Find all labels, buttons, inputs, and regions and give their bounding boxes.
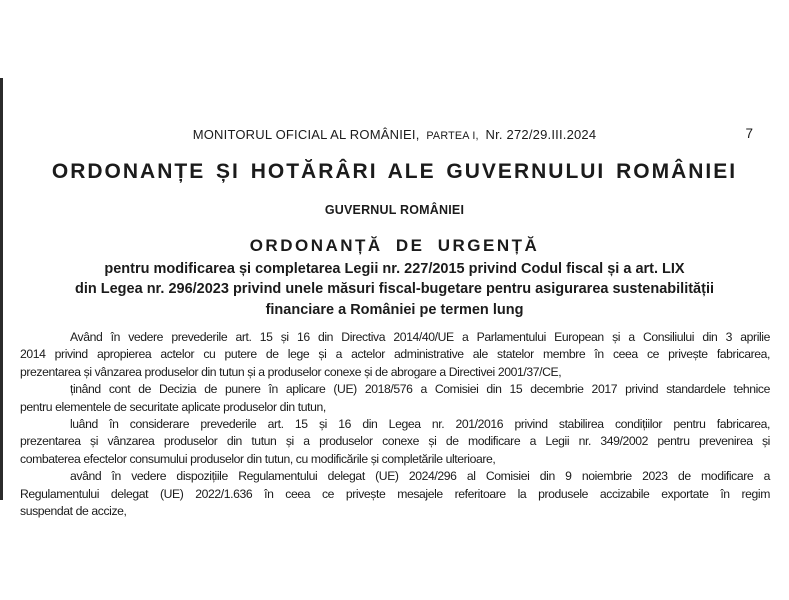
preamble-line: luând în considerare prevederile art. 15 și 16 din Legea nr. 201/2016 privind stabilirea condițiilor pentru fabricarea, [70,417,770,432]
act-title: ORDONANȚĂ DE URGENȚĂ [249,236,540,255]
act-subtitle-line: financiare a României pe termen lung [265,301,524,318]
preamble-line: ținând cont de Decizia de punere în aplicare (UE) 2018/576 a Comisiei din 15 decembrie 2017 privind standardele tehnice [70,382,770,397]
journal-title: MONITORUL OFICIAL AL ROMÂNIEI, [192,127,420,142]
preamble-line: pentru elementele de securitate aplicate produselor din tutun, [20,399,326,414]
act-subtitle-line: din Legea nr. 296/2023 privind unele măsuri fiscal-bugetare pentru asigurarea sustenabilității [74,281,715,298]
preamble-line: combaterea efectelor consumului produselor din tutun, cu modificările și completările ulterioare, [20,451,496,466]
page-number: 7 [745,126,753,141]
journal-part: PARTEA I, [426,130,479,142]
preamble-line: având în vedere dispozițiile Regulamentului delegat (UE) 2024/296 al Comisiei din 9 noiembrie 2023 de modificare a [70,469,770,484]
journal-issue-number: Nr. 272/29.III.2024 [485,127,597,142]
section-heading: ORDONANȚE ȘI HOTĂRÂRI ALE GUVERNULUI ROMÂNIEI [51,160,738,183]
preamble-line: 2014 privind apropierea actelor cu putere de lege și a actelor administrative ale statelor membre în ceea ce privește fabricarea, [20,347,770,362]
running-header [0,127,789,142]
preamble-line: Regulamentului delegat (UE) 2022/1.636 în ceea ce privește mesajele referitoare la produsele accizabile exportate în regim [20,486,770,501]
preamble-line-clipped: suspendat de accize, [20,504,127,519]
preamble-line: prezentarea și vânzarea produselor din tutun și a produselor conexe și de modificare a Legii nr. 349/2002 pentru prevenirea și [20,434,770,449]
issuer-name: GUVERNUL ROMÂNIEI [324,203,465,217]
preamble-line: Având în vedere prevederile art. 15 și 16 din Directiva 2014/40/UE a Parlamentului European și a Consiliului din 3 aprilie [70,330,770,344]
preamble-line: prezentarea și vânzarea produselor din tutun și a produselor conexe și de abrogare a Directivei 2001/37/CE, [20,364,562,379]
act-subtitle [0,259,789,320]
act-subtitle-line: pentru modificarea și completarea Legii nr. 227/2015 privind Codul fiscal și a art. LIX [104,261,685,277]
preamble-text [20,329,770,519]
